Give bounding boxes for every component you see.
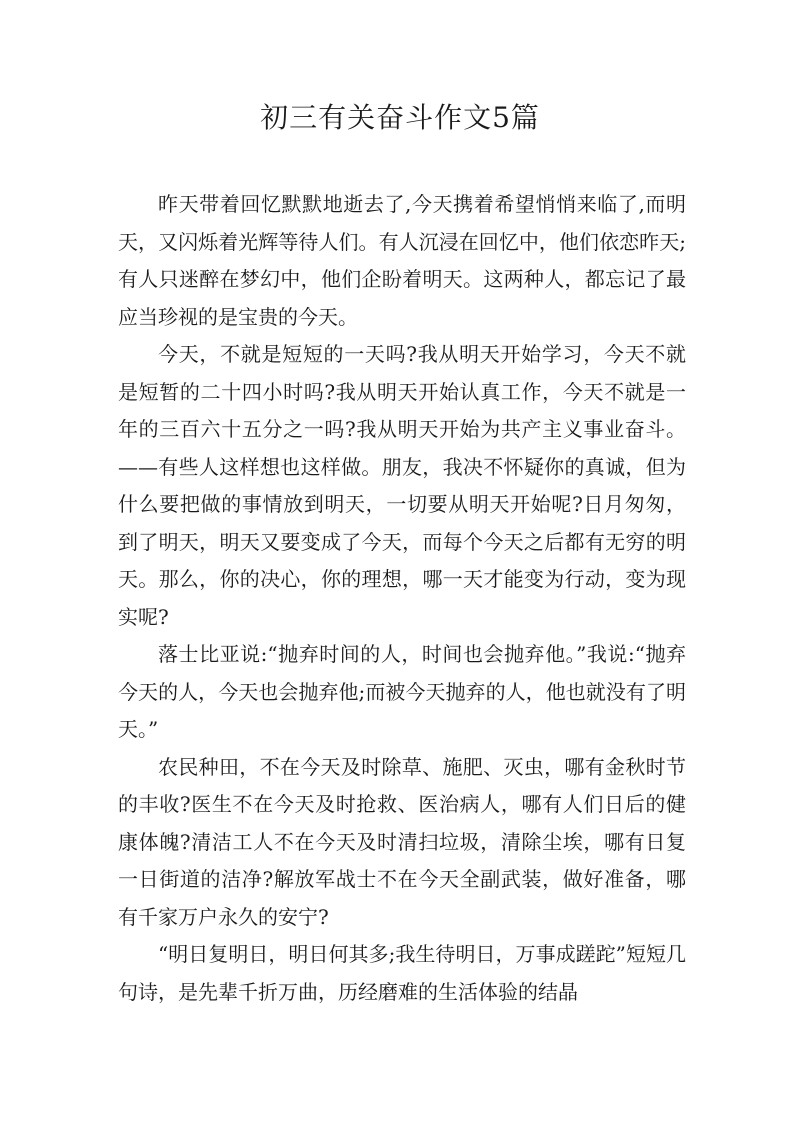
document-title: 初三有关奋斗作文5篇	[260, 101, 540, 134]
paragraph: “明日复明日，明日何其多;我生待明日，万事成蹉跎”短短几句诗，是先辈千折万曲，历经磨难的生活体验的结晶	[118, 942, 686, 1004]
document-body	[118, 186, 686, 1011]
paragraph: 落士比亚说:“抛弃时间的人，时间也会抛弃他。”我说:“抛弃今天的人，今天也会抛弃他;而被今天抛弃的人，他也就没有了明天。”	[118, 642, 686, 741]
paragraph: 农民种田，不在今天及时除草、施肥、灭虫，哪有金秋时节的丰收?医生不在今天及时抢救、医治病人，哪有人们日后的健康体魄?清洁工人不在今天及时清扫垃圾，清除尘埃，哪有日复一日街道的洁净?解放军战士不在今天全副武装，做好准备，哪有千家万户永久的安宁?	[118, 754, 686, 929]
paragraph: 昨天带着回忆默默地逝去了,今天携着希望悄悄来临了,而明天，又闪烁着光辉等待人们。有人沉浸在回忆中，他们依恋昨天;有人只迷醉在梦幻中，他们企盼着明天。这两种人，都忘记了最应当珍视的是宝贵的今天。	[118, 192, 686, 329]
paragraph: 今天，不就是短短的一天吗?我从明天开始学习，今天不就是短暂的二十四小时吗?我从明天开始认真工作，今天不就是一年的三百六十五分之一吗?我从明天开始为共产主义事业奋斗。——有些人这样想也这样做。朋友，我决不怀疑你的真诚，但为什么要把做的事情放到明天，一切要从明天开始呢?日月匆匆，到了明天，明天又要变成了今天，而每个今天之后都有无穷的明天。那么，你的决心，你的理想，哪一天才能变为行动，变为现实呢?	[118, 342, 686, 629]
